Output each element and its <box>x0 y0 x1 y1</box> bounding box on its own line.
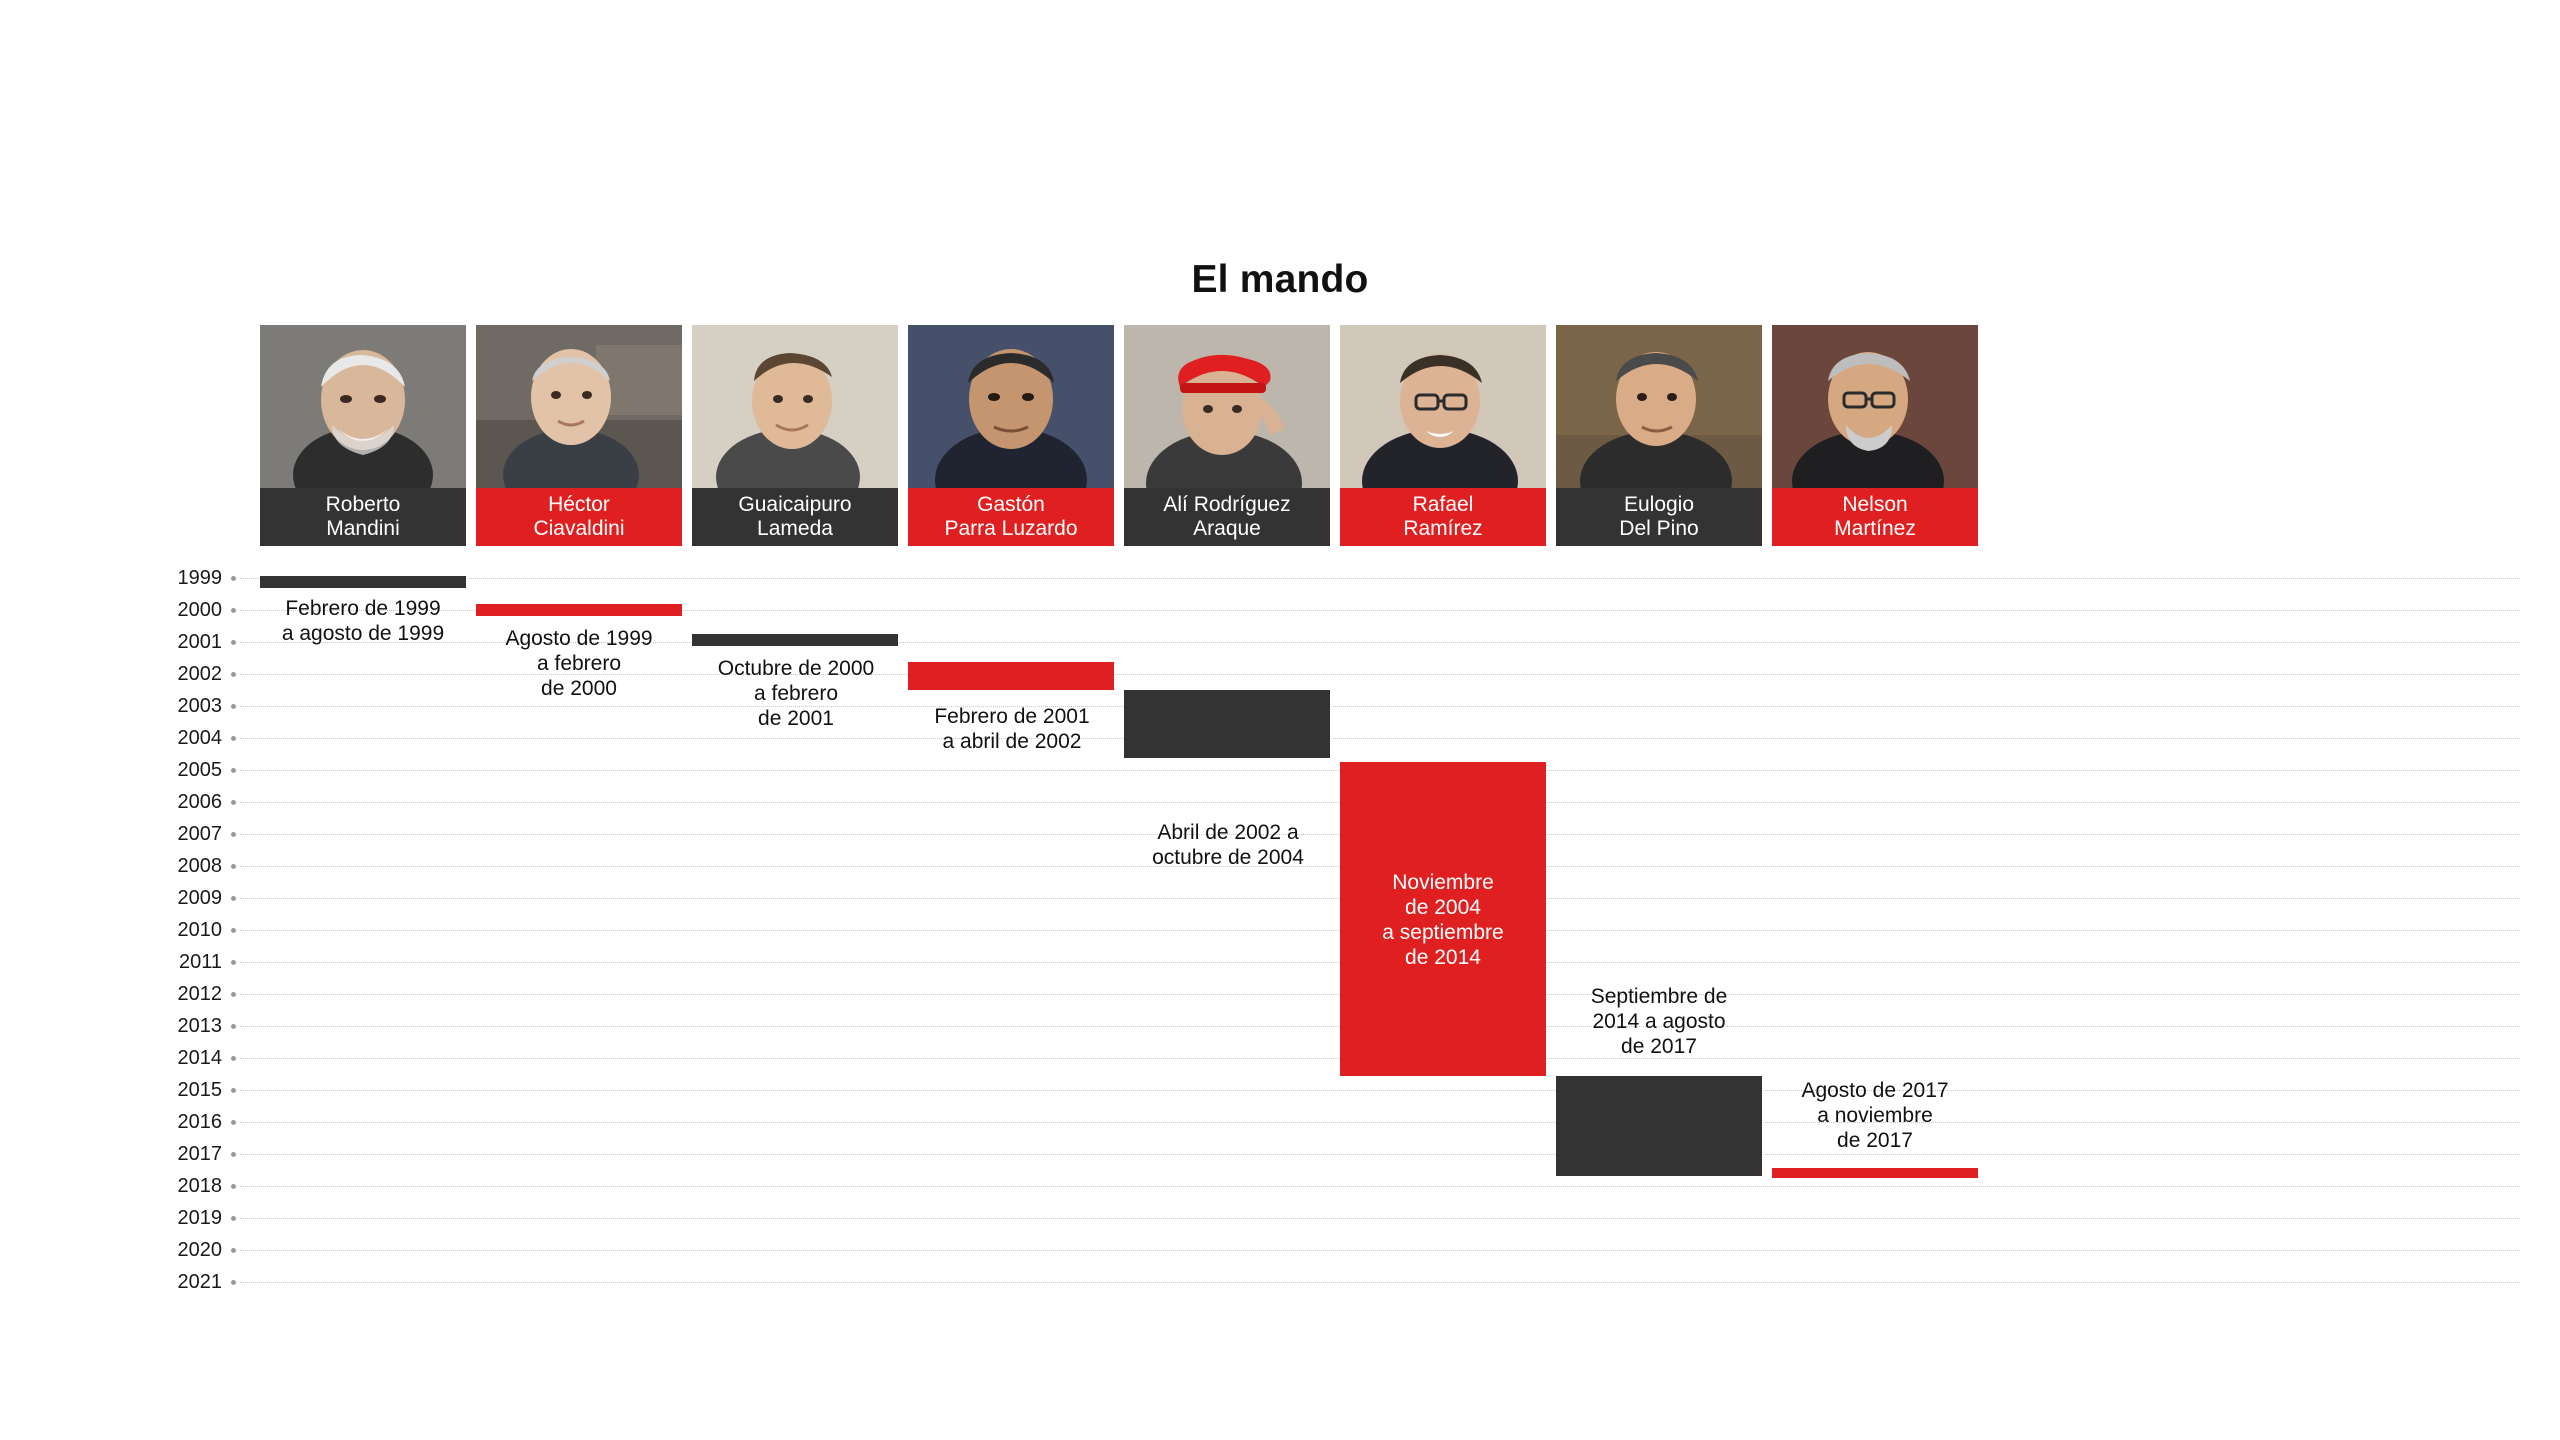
year-label-2015: 2015 <box>177 1079 222 1101</box>
portrait-nelson-martinez <box>1772 325 1978 488</box>
year-dot <box>231 800 236 805</box>
bar-gaston-parra-luzardo <box>908 662 1114 690</box>
person-card-hector-ciavaldini <box>476 325 682 546</box>
year-label-1999: 1999 <box>177 567 222 589</box>
portrait-hector-ciavaldini <box>476 325 682 488</box>
caption-line: Agosto de 2017 <box>1801 1079 1949 1102</box>
person-name-line2: Mandini <box>326 517 400 540</box>
year-label-2012: 2012 <box>177 983 222 1005</box>
year-label-2006: 2006 <box>177 791 222 813</box>
person-name-line2: Del Pino <box>1619 517 1699 540</box>
year-dot <box>231 608 236 613</box>
gridline <box>240 1282 2520 1283</box>
year-dot <box>231 1184 236 1189</box>
page-title: El mando <box>1191 258 1369 301</box>
name-plate-eulogio-del-pino <box>1556 488 1762 546</box>
person-name-line2: Martínez <box>1834 517 1916 540</box>
caption-line: Febrero de 2001 <box>934 705 1090 728</box>
person-card-eulogio-del-pino <box>1556 325 1762 546</box>
year-label-2013: 2013 <box>177 1015 222 1037</box>
name-plate-hector-ciavaldini <box>476 488 682 546</box>
caption-rafael-ramirez <box>1340 870 1546 970</box>
year-label-2021: 2021 <box>177 1271 222 1293</box>
year-label-2005: 2005 <box>177 759 222 781</box>
year-dot <box>231 1248 236 1253</box>
gridline <box>240 1154 2520 1155</box>
caption-line: a agosto de 1999 <box>281 622 445 645</box>
person-card-nelson-martinez <box>1772 325 1978 546</box>
year-label-2000: 2000 <box>177 599 222 621</box>
name-plate-nelson-martinez <box>1772 488 1978 546</box>
person-card-roberto-mandini <box>260 325 466 546</box>
gridline <box>240 578 2520 579</box>
year-dot <box>231 1088 236 1093</box>
year-label-2004: 2004 <box>177 727 222 749</box>
name-plate-rafael-ramirez <box>1340 488 1546 546</box>
caption-line: Febrero de 1999 <box>285 597 441 620</box>
person-name-line1: Héctor <box>548 493 610 516</box>
year-dot <box>231 736 236 741</box>
year-label-2008: 2008 <box>177 855 222 877</box>
bar-eulogio-del-pino <box>1556 1076 1762 1176</box>
caption-line: de 2001 <box>758 707 834 730</box>
caption-line: a noviembre <box>1817 1104 1933 1127</box>
caption-line: de 2000 <box>541 677 617 700</box>
caption-line: Octubre de 2000 <box>717 657 875 680</box>
name-plate-roberto-mandini <box>260 488 466 546</box>
year-label-2001: 2001 <box>177 631 222 653</box>
caption-line: 2014 a agosto <box>1592 1010 1726 1033</box>
bar-ali-rodriguez-araque <box>1124 690 1330 758</box>
year-dot <box>231 1280 236 1285</box>
year-label-2020: 2020 <box>177 1239 222 1261</box>
caption-line: octubre de 2004 <box>1152 846 1304 869</box>
portrait-guaicaipuro-lameda <box>692 325 898 488</box>
year-dot <box>231 992 236 997</box>
year-dot <box>231 704 236 709</box>
caption-line: Noviembre <box>1392 871 1494 894</box>
person-name-line1: Gastón <box>977 493 1045 516</box>
year-label-2007: 2007 <box>177 823 222 845</box>
year-label-2002: 2002 <box>177 663 222 685</box>
person-name-line1: Roberto <box>325 493 401 516</box>
timeline-chart <box>0 560 2560 1293</box>
portrait-row <box>260 325 1978 546</box>
year-label-2018: 2018 <box>177 1175 222 1197</box>
gridline <box>240 1090 2520 1091</box>
year-dot <box>231 1152 236 1157</box>
person-name-line2: Ciavaldini <box>533 517 625 540</box>
person-name-line2: Parra Luzardo <box>944 517 1078 540</box>
person-name-line2: Araque <box>1193 517 1261 540</box>
portrait-ali-rodriguez-araque <box>1124 325 1330 488</box>
portrait-gaston-parra-luzardo <box>908 325 1114 488</box>
caption-line: a febrero <box>753 682 839 705</box>
year-dot <box>231 640 236 645</box>
gridline <box>240 1122 2520 1123</box>
caption-line: Agosto de 1999 <box>505 627 653 650</box>
caption-line: a febrero <box>536 652 622 675</box>
caption-gaston-parra-luzardo <box>896 704 1128 754</box>
gridline <box>240 706 2520 707</box>
person-card-ali-rodriguez-araque <box>1124 325 1330 546</box>
person-card-rafael-ramirez <box>1340 325 1546 546</box>
name-plate-ali-rodriguez-araque <box>1124 488 1330 546</box>
person-name-line2: Lameda <box>757 517 833 540</box>
gridline <box>240 1218 2520 1219</box>
year-label-2010: 2010 <box>177 919 222 941</box>
caption-line: de 2014 <box>1405 946 1481 969</box>
year-label-2003: 2003 <box>177 695 222 717</box>
gridline <box>240 1186 2520 1187</box>
caption-line: de 2017 <box>1837 1129 1913 1152</box>
year-dot <box>231 1056 236 1061</box>
caption-line: Septiembre de <box>1590 985 1728 1008</box>
year-dot <box>231 832 236 837</box>
bar-guaicaipuro-lameda <box>692 634 898 646</box>
year-dot <box>231 1024 236 1029</box>
year-dot <box>231 672 236 677</box>
caption-line: a abril de 2002 <box>942 730 1082 753</box>
year-dot <box>231 928 236 933</box>
year-dot <box>231 768 236 773</box>
portrait-rafael-ramirez <box>1340 325 1546 488</box>
caption-hector-ciavaldini <box>462 626 696 701</box>
caption-line: Abril de 2002 a <box>1157 821 1299 844</box>
caption-nelson-martinez <box>1760 1078 1990 1153</box>
year-dot <box>231 960 236 965</box>
caption-line: de 2017 <box>1621 1035 1697 1058</box>
year-label-2016: 2016 <box>177 1111 222 1133</box>
bar-hector-ciavaldini <box>476 604 682 616</box>
caption-line: a septiembre <box>1382 921 1504 944</box>
gridline <box>240 1250 2520 1251</box>
person-name-line1: Nelson <box>1842 493 1908 516</box>
year-dot <box>231 1120 236 1125</box>
person-card-guaicaipuro-lameda <box>692 325 898 546</box>
bar-nelson-martinez <box>1772 1168 1978 1178</box>
person-name-line2: Ramírez <box>1403 517 1483 540</box>
person-name-line1: Eulogio <box>1623 493 1695 516</box>
name-plate-gaston-parra-luzardo <box>908 488 1114 546</box>
year-dot <box>231 1216 236 1221</box>
caption-eulogio-del-pino <box>1544 984 1774 1059</box>
portrait-eulogio-del-pino <box>1556 325 1762 488</box>
year-label-2011: 2011 <box>178 951 222 973</box>
name-plate-guaicaipuro-lameda <box>692 488 898 546</box>
bar-roberto-mandini <box>260 576 466 588</box>
caption-guaicaipuro-lameda <box>680 656 912 731</box>
person-name-line1: Guaicaipuro <box>738 493 852 516</box>
person-card-gaston-parra-luzardo <box>908 325 1114 546</box>
year-label-2019: 2019 <box>177 1207 222 1229</box>
year-dot <box>231 864 236 869</box>
year-label-2009: 2009 <box>177 887 222 909</box>
year-dot <box>231 576 236 581</box>
person-name-line1: Rafael <box>1412 493 1474 516</box>
caption-line: de 2004 <box>1405 896 1481 919</box>
caption-roberto-mandini <box>248 596 478 646</box>
year-label-2017: 2017 <box>177 1143 222 1165</box>
year-dot <box>231 896 236 901</box>
portrait-roberto-mandini <box>260 325 466 488</box>
year-label-2014: 2014 <box>177 1047 222 1069</box>
caption-ali-rodriguez-araque <box>1112 820 1344 870</box>
gridline <box>240 738 2520 739</box>
person-name-line1: Alí Rodríguez <box>1163 493 1291 516</box>
